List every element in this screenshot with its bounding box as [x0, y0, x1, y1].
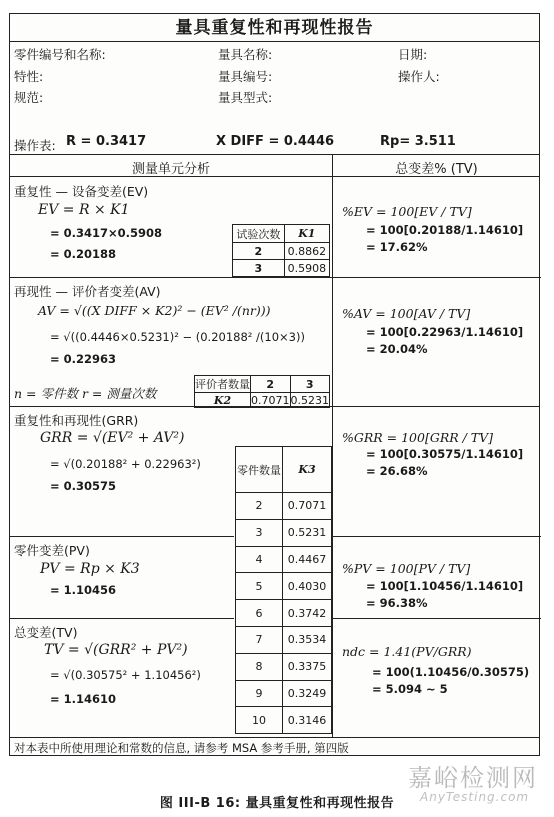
k3-cell: 10	[236, 707, 283, 734]
divider	[10, 536, 234, 537]
pv-pct-formula: %PV = 100[PV / TV]	[342, 561, 471, 576]
ndc-step: = 100(1.10456/0.30575)	[372, 665, 530, 679]
gage-type-label: 量具型式:	[218, 90, 273, 105]
k3-row	[236, 546, 332, 573]
r-bar-value: R = 0.3417	[66, 134, 147, 149]
figure-caption: 图 III-B 16: 量具重复性和再现性报告	[159, 796, 395, 811]
right-column-header: 总变差% (TV)	[395, 162, 478, 177]
date-label: 日期:	[398, 47, 428, 62]
characteristic-label: 特性:	[14, 69, 44, 84]
divider	[10, 406, 539, 407]
divider	[332, 618, 541, 619]
k2-header: 评价者数量	[195, 376, 251, 393]
k1-table	[232, 224, 330, 277]
av-result: = 0.22963	[50, 352, 117, 366]
ev-pct-step: = 100[0.20188/1.14610]	[366, 223, 524, 237]
k2-header: 3	[290, 376, 330, 393]
report-sheet	[9, 13, 540, 756]
k2-cell: 0.5231	[290, 393, 329, 407]
ev-step: = 0.3417×0.5908	[50, 226, 163, 240]
divider	[10, 618, 234, 619]
k3-header-k: K3	[283, 447, 332, 493]
grr-formula: GRR = √(EV² + AV²)	[40, 430, 185, 446]
ndc-result: = 5.094 ~ 5	[372, 682, 448, 696]
part-no-name-label: 零件编号和名称:	[14, 47, 106, 62]
k3-cell: 0.5231	[283, 519, 332, 546]
k3-cell: 0.3534	[283, 626, 332, 653]
tv-formula: TV = √(GRR² + PV²)	[44, 642, 188, 658]
divider	[10, 154, 539, 155]
ev-pct-formula: %EV = 100[EV / TV]	[342, 204, 472, 219]
k3-header-parts: 零件数量	[236, 447, 283, 493]
av-pct-step: = 100[0.22963/1.14610]	[366, 325, 524, 339]
ev-result: = 0.20188	[50, 247, 117, 261]
rp-value: Rp= 3.511	[380, 134, 456, 149]
k3-cell: 2	[236, 493, 283, 520]
av-pct-formula: %AV = 100[AV / TV]	[342, 306, 471, 321]
k3-cell: 5	[236, 573, 283, 600]
k3-row	[236, 653, 332, 680]
divider	[10, 737, 539, 738]
divider	[332, 536, 541, 537]
pv-formula: PV = Rp × K3	[40, 561, 140, 577]
k1-header-k: K1	[284, 225, 329, 243]
av-heading: 再现性 — 评价者变差(AV)	[14, 284, 161, 299]
divider	[332, 277, 541, 278]
av-pct-result: = 20.04%	[366, 342, 428, 356]
tv-heading: 总变差(TV)	[14, 625, 78, 640]
k3-cell: 6	[236, 600, 283, 627]
grr-result: = 0.30575	[50, 479, 117, 493]
k3-cell: 7	[236, 626, 283, 653]
k3-row	[236, 600, 332, 627]
av-legend: n = 零件数 r = 测量次数	[14, 386, 157, 401]
k3-table	[235, 446, 332, 734]
pv-result: = 1.10456	[50, 583, 117, 597]
x-diff-value: X DIFF = 0.4446	[216, 134, 335, 149]
pv-pct-step: = 100[1.10456/1.14610]	[366, 579, 524, 593]
k3-cell: 0.3375	[283, 653, 332, 680]
k2-table	[194, 375, 330, 408]
k3-cell: 4	[236, 546, 283, 573]
ev-formula: EV = R × K1	[38, 202, 130, 218]
k1-cell: 0.5908	[284, 260, 329, 277]
k3-cell: 8	[236, 653, 283, 680]
gage-no-label: 量具编号:	[218, 69, 273, 84]
k3-cell: 0.7071	[283, 493, 332, 520]
report-title: 量具重复性和再现性报告	[10, 14, 539, 42]
k3-cell: 0.3146	[283, 707, 332, 734]
k3-row	[236, 519, 332, 546]
grr-pct-formula: %GRR = 100[GRR / TV]	[342, 430, 494, 445]
k3-cell: 3	[236, 519, 283, 546]
tv-step: = √(0.30575² + 1.10456²)	[50, 668, 201, 682]
k3-cell: 9	[236, 680, 283, 707]
k3-row	[236, 573, 332, 600]
watermark-cn: 嘉峪检测网	[408, 764, 538, 792]
grr-pct-result: = 26.68%	[366, 464, 428, 478]
ev-pct-result: = 17.62%	[366, 240, 428, 254]
k1-header-trials: 试验次数	[233, 225, 285, 243]
ndc-formula: ndc = 1.41(PV/GRR)	[342, 644, 472, 659]
av-step: = √((0.4446×0.5231)² − (0.20188² /(10×3))	[50, 330, 305, 344]
k3-cell: 0.4467	[283, 546, 332, 573]
pv-pct-result: = 96.38%	[366, 596, 428, 610]
k3-row	[236, 707, 332, 734]
k2-cell: K2	[195, 393, 251, 408]
watermark-en: AnyTesting.com	[420, 790, 530, 804]
tv-result: = 1.14610	[50, 692, 117, 706]
column-divider	[332, 154, 333, 737]
grr-pct-step: = 100[0.30575/1.14610]	[366, 447, 524, 461]
divider	[10, 277, 332, 278]
k1-cell: 3	[233, 260, 285, 277]
k3-cell: 0.3249	[283, 680, 332, 707]
k3-cell: 0.3742	[283, 600, 332, 627]
form-label: 操作表:	[14, 138, 56, 153]
k3-row	[236, 626, 332, 653]
specification-label: 规范:	[14, 90, 44, 105]
k3-row	[236, 680, 332, 707]
k1-cell: 0.8862	[284, 243, 329, 260]
divider	[10, 176, 539, 177]
grr-step: = √(0.20188² + 0.22963²)	[50, 457, 201, 471]
footnote: 对本表中所使用理论和常数的信息, 请参考 MSA 参考手册, 第四版	[14, 741, 349, 755]
pv-heading: 零件变差(PV)	[14, 543, 90, 558]
k2-header: 2	[251, 376, 291, 393]
k3-cell: 0.4030	[283, 573, 332, 600]
k3-row	[236, 493, 332, 520]
k2-cell: 0.7071	[251, 393, 290, 407]
ev-heading: 重复性 — 设备变差(EV)	[14, 184, 149, 199]
gage-name-label: 量具名称:	[218, 47, 273, 62]
grr-heading: 重复性和再现性(GRR)	[14, 413, 139, 428]
k1-cell: 2	[233, 243, 285, 260]
operator-label: 操作人:	[398, 69, 440, 84]
av-formula: AV = √((X DIFF × K2)² − (EV² /(nr)))	[38, 303, 271, 318]
left-column-header: 测量单元分析	[131, 162, 210, 177]
